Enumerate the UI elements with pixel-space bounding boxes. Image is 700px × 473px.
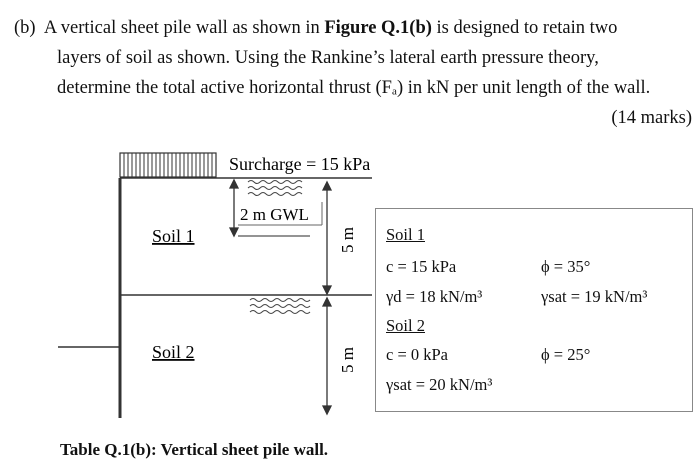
soil-2-friction-angle: ϕ = 25° bbox=[541, 345, 591, 364]
gwl-arrow bbox=[230, 180, 238, 236]
depth-label-1: 5 m bbox=[338, 227, 357, 253]
figure-reference: Figure Q.1(b) bbox=[324, 18, 432, 38]
soil-1-friction-angle: ϕ = 35° bbox=[541, 257, 591, 276]
surcharge-load bbox=[120, 153, 216, 177]
soil-2-label: Soil 2 bbox=[152, 342, 195, 362]
soil-2-sat-unit-weight: γsat = 20 kN/m³ bbox=[386, 375, 493, 394]
soil-properties-table bbox=[375, 208, 693, 412]
soil-2-title: Soil 2 bbox=[386, 316, 425, 335]
soil-1-label: Soil 1 bbox=[152, 226, 195, 246]
question-label: (b) bbox=[14, 18, 36, 38]
marks-label: (14 marks) bbox=[611, 108, 692, 128]
surface-marks-2 bbox=[250, 299, 310, 314]
question-line-1: (b) A vertical sheet pile wall as shown in Figure Q.1(b) is designed to retain two bbox=[14, 18, 618, 38]
figure-caption: Table Q.1(b): Vertical sheet pile wall. bbox=[60, 440, 329, 459]
question-line-2: layers of soil as shown. Using the Rankine’s lateral earth pressure theory, bbox=[57, 48, 599, 68]
gwl-label: 2 m GWL bbox=[240, 205, 309, 224]
soil-1-sat-unit-weight: γsat = 19 kN/m³ bbox=[541, 287, 648, 306]
soil-1-cohesion: c = 15 kPa bbox=[386, 257, 457, 276]
soil-2-cohesion: c = 0 kPa bbox=[386, 345, 449, 364]
soil-1-title: Soil 1 bbox=[386, 225, 425, 244]
surcharge-label: Surcharge = 15 kPa bbox=[229, 154, 371, 174]
depth-arrow-1 bbox=[323, 182, 331, 294]
question-block bbox=[0, 0, 700, 140]
depth-arrow-2 bbox=[323, 298, 331, 414]
soil-1-dry-unit-weight: γd = 18 kN/m³ bbox=[386, 287, 483, 306]
depth-label-2: 5 m bbox=[338, 347, 357, 373]
question-line-3: determine the total active horizontal thrust (Fₐ) in kN per unit length of the wall. bbox=[57, 78, 651, 98]
surface-marks-1 bbox=[248, 181, 302, 196]
